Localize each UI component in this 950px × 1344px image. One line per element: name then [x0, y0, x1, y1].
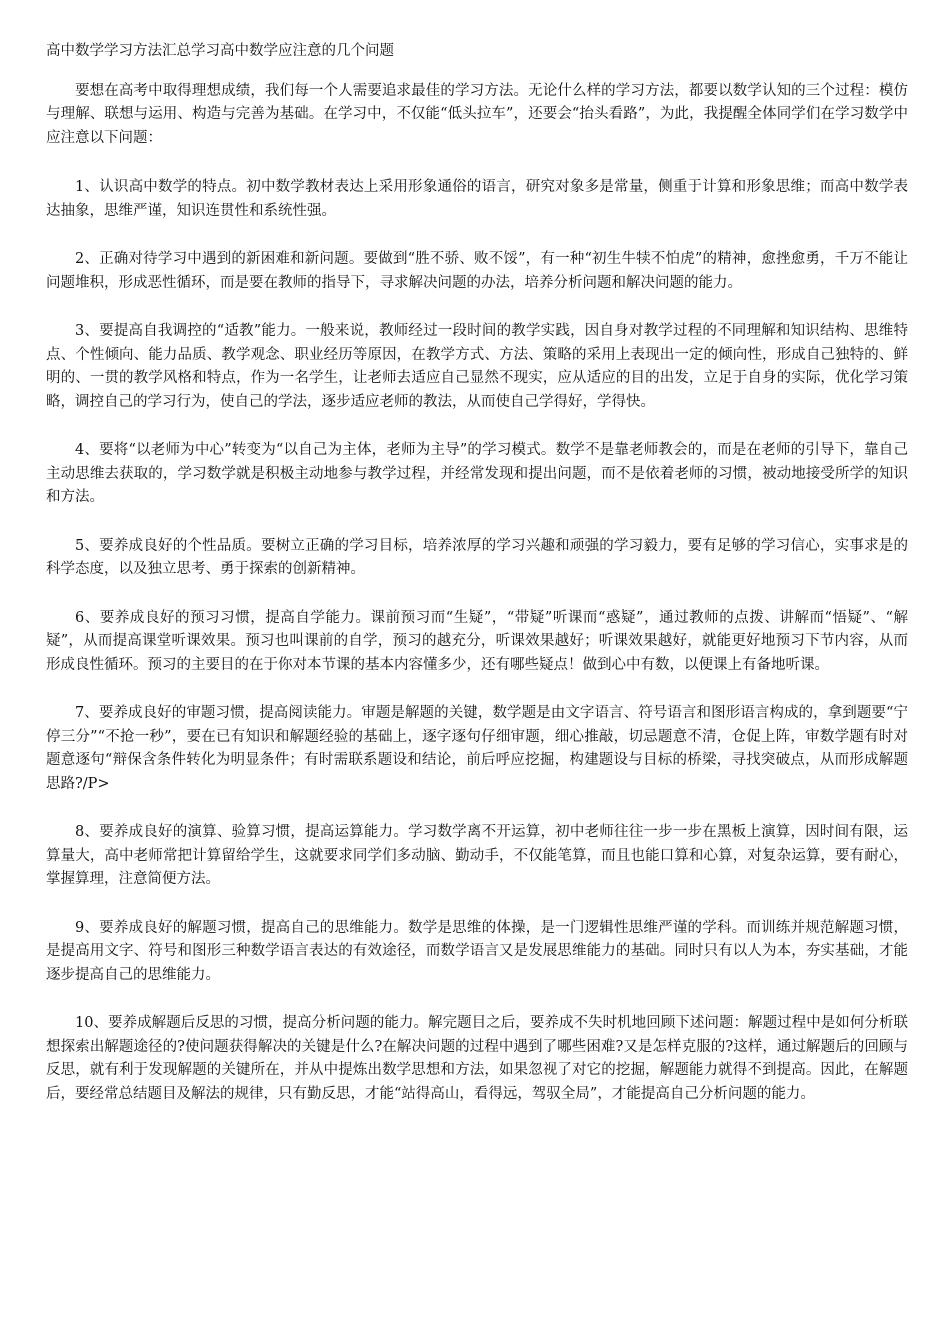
document-title: 高中数学学习方法汇总学习高中数学应注意的几个问题	[46, 43, 394, 59]
item-paragraph-4: 4、要将“以老师为中心”转变为“以自己为主体，老师为主导”的学习模式。数学不是靠老师教会的，而是在老师的引导下，靠自己主动思维去获取的，学习数学就是积极主动地参与教学过程，并经常发现和提出问题，而不是依着老师的习惯，被动地接受所学的知识和方法。	[46, 442, 908, 505]
intro-paragraph: 要想在高考中取得理想成绩，我们每一个人需要追求最佳的学习方法。无论什么样的学习方法，都要以数学认知的三个过程：模仿与理解、联想与运用、构造与完善为基础。在学习中，不仅能“低头拉车”，还要会“抬头看路”，为此，我提醒全体同学们在学习数学中应注意以下问题：	[46, 82, 908, 146]
item-paragraph-2: 2、正确对待学习中遇到的新困难和新问题。要做到“胜不骄、败不馁”，有一种“初生牛犊不怕虎”的精神，愈挫愈勇，千万不能让问题堆积，形成恶性循环，而是要在教师的指导下，寻求解决问题的办法，培养分析问题和解决问题的能力。	[46, 251, 908, 291]
item-paragraph-7: 7、要养成良好的审题习惯，提高阅读能力。审题是解题的关键，数学题是由文字语言、符号语言和图形语言构成的，拿到题要“宁停三分”“不抢一秒”，要在已有知识和解题经验的基础上，逐字逐句仔细审题，细心推敲，切忌题意不清，仓促上阵，审数学题有时对题意逐句“辩保含条件转化为明显条件；有时需联系题设和结论，前后呼应挖掘，构建题设与目标的桥梁，寻找突破点，从而形成解题思路?/P>	[46, 705, 908, 792]
item-paragraph-9: 9、要养成良好的解题习惯，提高自己的思维能力。数学是思维的体操，是一门逻辑性思维严谨的学科。而训练并规范解题习惯，是提高用文字、符号和图形三种数学语言表达的有效途径，而数学语言又是发展思维能力的基础。同时只有以人为本，夯实基础，才能逐步提高自己的思维能力。	[46, 919, 908, 983]
item-paragraph-1: 1、认识高中数学的特点。初中数学教材表达上采用形象通俗的语言，研究对象多是常量，侧重于计算和形象思维；而高中数学表达抽象，思维严谨，知识连贯性和系统性强。	[46, 179, 908, 219]
item-paragraph-8: 8、要养成良好的演算、验算习惯，提高运算能力。学习数学离不开运算，初中老师往往一步一步在黑板上演算，因时间有限，运算量大，高中老师常把计算留给学生，这就要求同学们多动脑、勤动手，不仅能笔算，而且也能口算和心算，对复杂运算，要有耐心，掌握算理，注意简便方法。	[46, 824, 908, 887]
item-paragraph-6: 6、要养成良好的预习习惯，提高自学能力。课前预习而“生疑”，“带疑”听课而“惑疑”，通过教师的点拨、讲解而“悟疑”、“解疑”，从而提高课堂听课效果。预习也叫课前的自学，预习的越充分，听课效果越好；听课效果越好，就能更好地预习下节内容，从而形成良性循环。预习的主要目的在于你对本节课的基本内容懂多少，还有哪些疑点！做到心中有数，以便课上有备地听课。	[46, 609, 908, 673]
item-paragraph-10: 10、要养成解题后反思的习惯，提高分析问题的能力。解完题目之后，要养成不失时机地回顾下述问题：解题过程中是如何分析联想探索出解题途径的?使问题获得解决的关键是什么?在解决问题的过程中遇到了哪些困难?又是怎样克服的?这样，通过解题后的回顾与反思，就有利于发现解题的关键所在，并从中提炼出数学思想和方法，如果忽视了对它的挖掘，解题能力就得不到提高。因此，在解题后，要经常总结题目及解法的规律，只有勤反思，才能“站得高山，看得远，驾驭全局”，才能提高自己分析问题的能力。	[46, 1015, 908, 1102]
item-paragraph-5: 5、要养成良好的个性品质。要树立正确的学习目标，培养浓厚的学习兴趣和顽强的学习毅力，要有足够的学习信心，实事求是的科学态度，以及独立思考、勇于探索的创新精神。	[46, 537, 908, 577]
document-page	[46, 40, 908, 1131]
item-paragraph-3: 3、要提高自我调控的“适教”能力。一般来说，教师经过一段时间的教学实践，因自身对教学过程的不同理解和知识结构、思维特点、个性倾向、能力品质、教学观念、职业经历等原因，在教学方式、方法、策略的采用上表现出一定的倾向性，形成自己独特的、鲜明的、一贯的教学风格和特点，作为一名学生，让老师去适应自己显然不现实，应从适应的目的出发，立足于自身的实际，优化学习策略，调控自己的学习行为，使自己的学法，逐步适应老师的教法，从而使自己学得好，学得快。	[46, 323, 908, 410]
